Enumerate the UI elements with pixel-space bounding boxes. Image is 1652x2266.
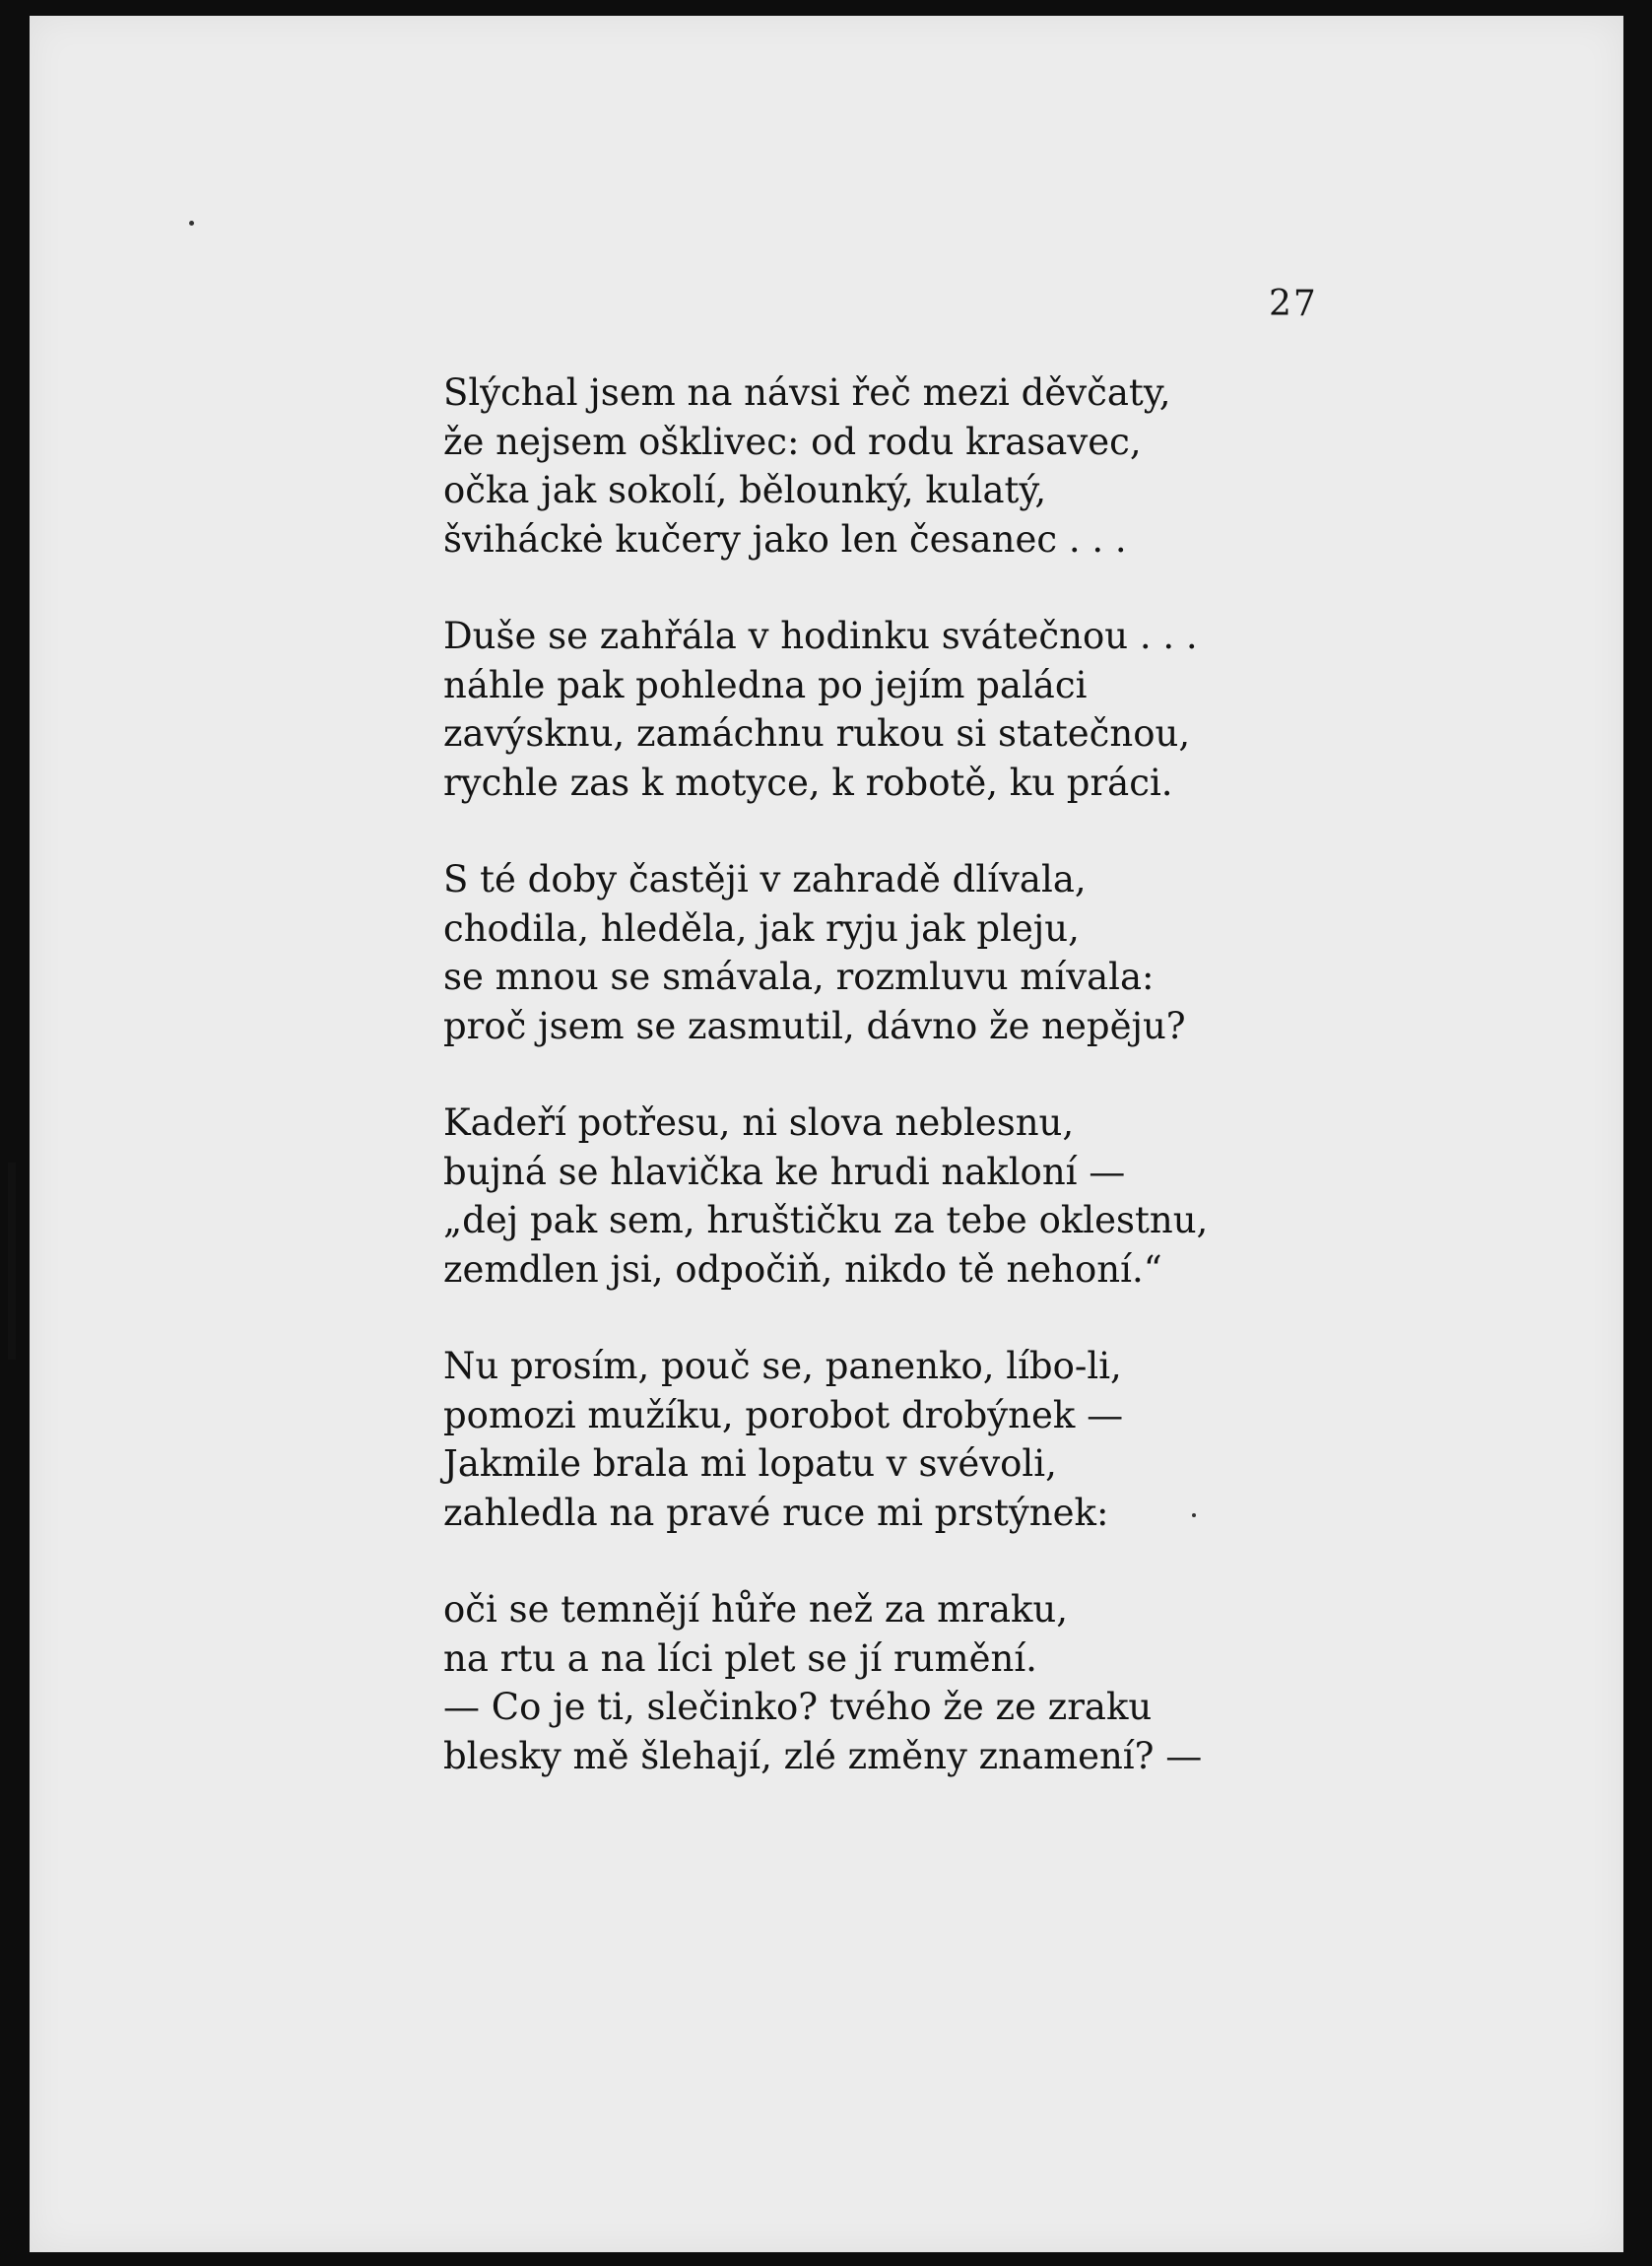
poem-line: rychle zas k motyce, k robotě, ku práci. bbox=[443, 761, 1173, 804]
poem-line: že nejsem ošklivec: od rodu krasavec, bbox=[443, 420, 1142, 463]
poem-line: — Co je ti, slečinko? tvého že ze zraku bbox=[443, 1686, 1153, 1728]
poem-line: bujná se hlavička ke hrudi nakloní — bbox=[443, 1150, 1126, 1193]
page-number: 27 bbox=[1269, 284, 1318, 324]
poem-line: zahledla na pravé ruce mi prstýnek: bbox=[443, 1491, 1109, 1534]
stanza-3 bbox=[443, 855, 1428, 1050]
poem-line: šviháckė kučery jako len česanec . . . bbox=[443, 517, 1127, 561]
poem-line: Slýchal jsem na návsi řeč mezi děvčaty, bbox=[443, 371, 1171, 414]
poem-line: zavýsknu, zamáchnu rukou si statečnou, bbox=[443, 712, 1191, 755]
poem-line: očka jak sokolí, bělounký, kulatý, bbox=[443, 469, 1047, 511]
poem-line: pomozi mužíku, porobot drobýnek — bbox=[443, 1393, 1124, 1436]
poem-line: náhle pak pohledna po jejím paláci bbox=[443, 663, 1088, 706]
stanza-5 bbox=[443, 1342, 1428, 1537]
poem-line: Kadeří potřesu, ni slova neblesnu, bbox=[443, 1101, 1075, 1144]
stanza-4 bbox=[443, 1099, 1428, 1294]
binding-edge-mark bbox=[8, 1163, 16, 1360]
poem-line: Jakmile brala mi lopatu v svévoli, bbox=[443, 1442, 1057, 1485]
poem-line: S té doby častěji v zahradě dlívala, bbox=[443, 858, 1087, 900]
poem-line: proč jsem se zasmutil, dávno že nepěju? bbox=[443, 1004, 1186, 1047]
poem-line: zemdlen jsi, odpočiň, nikdo tě nehoní.“ bbox=[443, 1247, 1162, 1291]
poem-line: blesky mě šlehají, zlé změny znamení? — bbox=[443, 1734, 1203, 1777]
poem-line: chodila, hleděla, jak ryju jak pleju, bbox=[443, 906, 1080, 950]
ink-speck bbox=[189, 221, 194, 226]
poem-line: oči se temnějí hůře než za mraku, bbox=[443, 1588, 1069, 1631]
poem-line: se mnou se smávala, rozmluvu mívala: bbox=[443, 956, 1155, 998]
poem-line: na rtu a na líci plet se jí rumění. bbox=[443, 1636, 1037, 1680]
poem-line: Duše se zahřála v hodinku svátečnou . . . bbox=[443, 615, 1198, 657]
book-page bbox=[30, 16, 1623, 2252]
stanza-2 bbox=[443, 612, 1428, 807]
poem bbox=[443, 368, 1428, 1829]
poem-line: Nu prosím, pouč se, panenko, líbo-li, bbox=[443, 1345, 1122, 1387]
stanza-1 bbox=[443, 368, 1428, 564]
stanza-6 bbox=[443, 1585, 1428, 1780]
poem-line: „dej pak sem, hruštičku za tebe oklestnu, bbox=[443, 1199, 1209, 1241]
